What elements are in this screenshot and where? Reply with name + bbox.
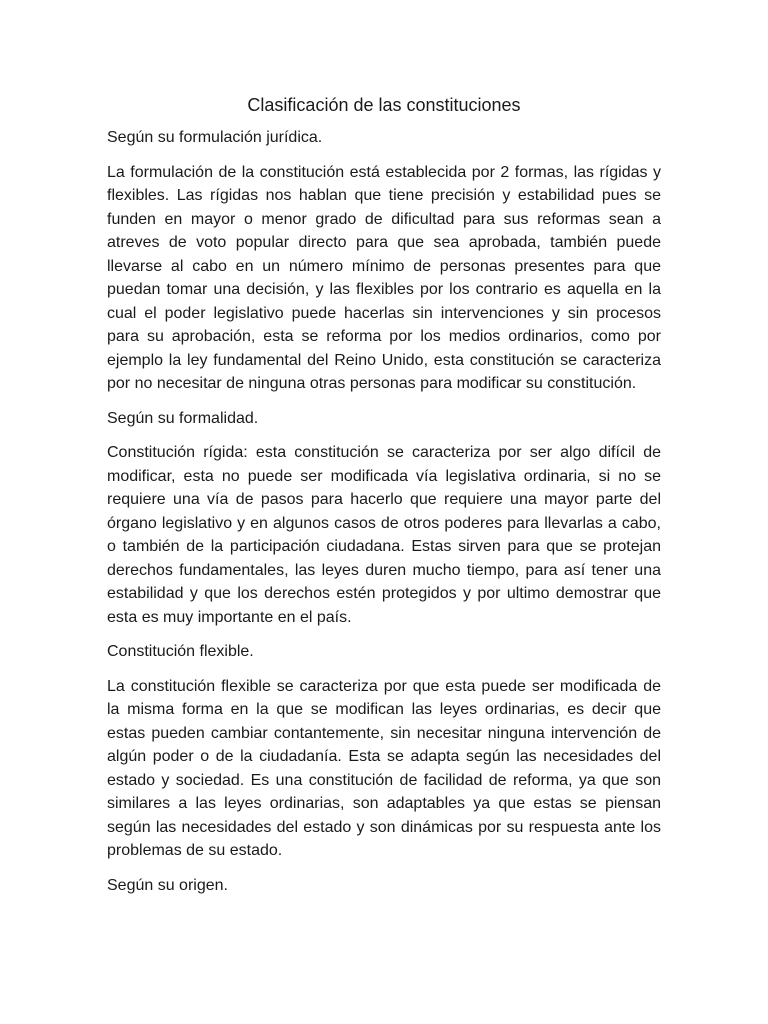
section-paragraph-flexible: La constitución flexible se caracteriza por que esta puede ser modificada de la misma forma en la que se modifican las leyes ordinarias, es decir que estas pueden cambiar contantemente, sin necesitar ninguna intervención de algún poder o de la ciudadanía. Esta se adapta según las necesidades del estado y sociedad. Es una constitución de facilidad de reforma, ya que son similares a las leyes ordinarias, son adaptables ya que estas se piensan según las necesidades del estado y son dinámicas por su respuesta ante los problemas de su estado.	[107, 677, 661, 859]
section-heading-formulacion: Según su formulación jurídica.	[107, 129, 323, 146]
document-title: Clasificación de las constituciones	[247, 95, 521, 115]
section-paragraph-rigida: Constitución rígida: esta constitución se caracteriza por ser algo difícil de modificar, esta no puede ser modificada vía legislativa ordinaria, si no se requiere una vía de pasos para hacerlo que requiere una mayor parte del órgano legislativo y en algunos casos de otros poderes para llevarlas a cabo, o también de la participación ciudadana. Estas sirven para que se protejan derechos fundamentales, las leyes duren mucho tiempo, para así tener una estabilidad y que los derechos estén protegidos y por ultimo demostrar que esta es muy importante en el país.	[107, 444, 661, 626]
section-heading-origen: Según su origen.	[107, 876, 228, 894]
section-paragraph-formulacion: La formulación de la constitución está establecida por 2 formas, las rígidas y flexibles. Las rígidas nos hablan que tiene precisión y estabilidad pues se funden en mayor o menor grado de dificultad para sus reformas sean a atreves de voto popular directo para que sea aprobada, también puede llevarse al cabo en un número mínimo de personas presentes para que puedan tomar una decisión, y las flexibles por los contrario es aquella en la cual el poder legislativo puede hacerlas sin intervenciones y sin procesos para su aprobación, esta se reforma por los medios ordinarios, como por ejemplo la ley fundamental del Reino Unido, esta constitución se caracteriza por no necesitar de ninguna otras personas para modificar su constitución.	[107, 163, 661, 392]
section-heading-formalidad: Según su formalidad.	[107, 409, 259, 427]
section-heading-flexible: Constitución flexible.	[107, 643, 254, 660]
document-page	[107, 92, 661, 908]
